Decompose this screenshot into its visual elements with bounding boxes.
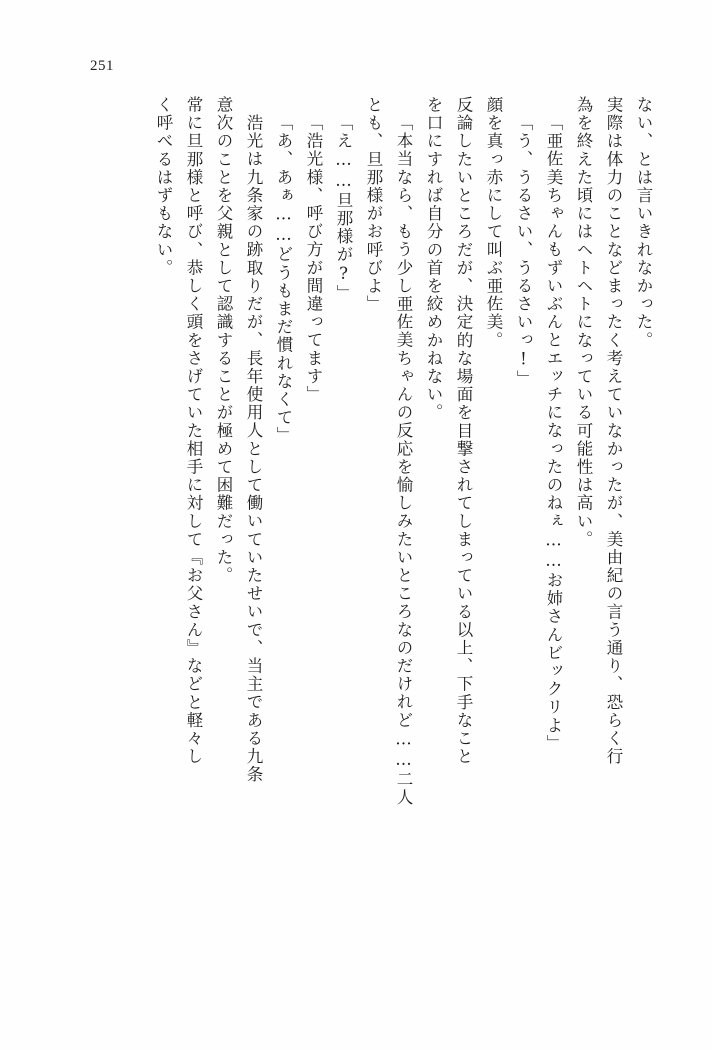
page-number: 251 [90, 58, 114, 74]
text-line: 意次のことを父親として認識することが極めて困難だった。 [214, 96, 233, 585]
text-line: 浩光は九条家の跡取りだが、長年使用人として働いていたせいで、当主である九条 [244, 114, 263, 784]
text-line: 「う、うるさい、うるさいっ!」 [514, 114, 533, 388]
text-line: を口にすれば自分の首を絞めかねない。 [424, 96, 443, 422]
text-line: 実際は体力のことなどまったく考えていなかったが、美由紀の言う通り、恐らく行 [604, 96, 623, 766]
text-line: 常に旦那様と呼び、恭しく頭をさげていた相手に対して『お父さん』などと軽々し [184, 96, 203, 766]
text-line: 顔を真っ赤にして叫ぶ亜佐美。 [484, 96, 503, 350]
text-line: とも、旦那様がお呼びよ」 [364, 96, 383, 314]
text-line: 「本当なら、もう少し亜佐美ちゃんの反応を愉しみたいところなのだけれど……二人 [394, 114, 413, 807]
text-line: 反論したいところだが、決定的な場面を目撃されてしまっている以上、下手なこと [454, 96, 473, 766]
text-line: 「亜佐美ちゃんもずいぶんとエッチになったのねぇ……お姉さんビックリよ」 [544, 114, 563, 753]
vertical-text-body [58, 96, 658, 996]
text-line: 「え……旦那様が?」 [334, 114, 353, 303]
text-line: 「あ、あぁ……どうもまだ慣れなくて」 [274, 114, 293, 445]
text-line: ない、とは言いきれなかった。 [634, 96, 653, 350]
text-line: 「浩光様、呼び方が間違ってます」 [304, 114, 323, 404]
text-line: く呼べるはずもない。 [154, 96, 173, 277]
text-line: 為を終えた頃にはヘトヘトになっている可能性は高い。 [574, 96, 593, 549]
